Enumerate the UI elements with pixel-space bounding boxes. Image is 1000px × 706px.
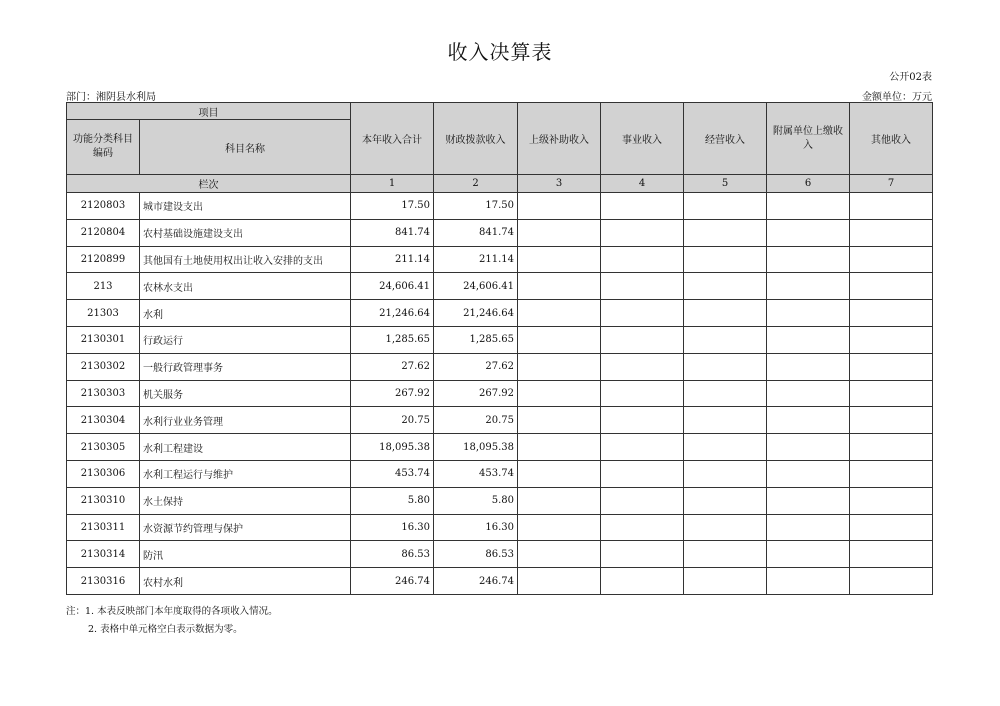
cell-affiliated — [767, 407, 850, 434]
cell-subject-name: 水资源节约管理与保护 — [140, 514, 351, 541]
cell-operating — [684, 541, 767, 568]
table-row — [67, 246, 933, 273]
table-row — [67, 380, 933, 407]
cell-affiliated — [767, 380, 850, 407]
cell-fiscal: 18,095.38 — [434, 434, 518, 461]
table-row — [67, 219, 933, 246]
cell-operating — [684, 434, 767, 461]
cell-affiliated — [767, 273, 850, 300]
cell-superior — [518, 273, 601, 300]
cell-affiliated — [767, 434, 850, 461]
table-row — [67, 434, 933, 461]
cell-code: 2130314 — [67, 541, 140, 568]
cell-subject-name: 水利 — [140, 300, 351, 327]
cell-total: 246.74 — [351, 568, 434, 595]
cell-business — [601, 219, 684, 246]
table-row — [67, 326, 933, 353]
cell-business — [601, 246, 684, 273]
cell-other — [850, 460, 933, 487]
cell-fiscal: 246.74 — [434, 568, 518, 595]
cell-code: 2130305 — [67, 434, 140, 461]
cell-operating — [684, 460, 767, 487]
cell-other — [850, 246, 933, 273]
cell-subject-name: 一般行政管理事务 — [140, 353, 351, 380]
cell-business — [601, 273, 684, 300]
cell-business — [601, 460, 684, 487]
cell-fiscal: 5.80 — [434, 487, 518, 514]
cell-operating — [684, 380, 767, 407]
column-number: 7 — [850, 175, 933, 193]
form-number: 公开02表 — [889, 72, 932, 83]
table-row — [67, 487, 933, 514]
cell-business — [601, 326, 684, 353]
cell-other — [850, 353, 933, 380]
cell-other — [850, 300, 933, 327]
cell-superior — [518, 541, 601, 568]
cell-business — [601, 568, 684, 595]
cell-other — [850, 193, 933, 220]
cell-operating — [684, 219, 767, 246]
note-2: 2. 表格中单元格空白表示数据为零。 — [88, 624, 243, 635]
cell-affiliated — [767, 460, 850, 487]
table-row — [67, 460, 933, 487]
cell-total: 16.30 — [351, 514, 434, 541]
cell-superior — [518, 219, 601, 246]
cell-superior — [518, 434, 601, 461]
cell-operating — [684, 514, 767, 541]
cell-total: 5.80 — [351, 487, 434, 514]
cell-business — [601, 353, 684, 380]
cell-fiscal: 267.92 — [434, 380, 518, 407]
cell-affiliated — [767, 246, 850, 273]
cell-business — [601, 514, 684, 541]
cell-superior — [518, 460, 601, 487]
cell-superior — [518, 514, 601, 541]
column-number: 2 — [434, 175, 518, 193]
header-operating: 经营收入 — [684, 103, 767, 175]
cell-subject-name: 农林水支出 — [140, 273, 351, 300]
cell-other — [850, 487, 933, 514]
cell-fiscal: 27.62 — [434, 353, 518, 380]
header-column-index: 栏次 — [67, 175, 351, 193]
cell-operating — [684, 246, 767, 273]
cell-code: 2130304 — [67, 407, 140, 434]
cell-code: 2120899 — [67, 246, 140, 273]
cell-fiscal: 17.50 — [434, 193, 518, 220]
cell-business — [601, 541, 684, 568]
table-body — [67, 193, 933, 595]
header-superior: 上级补助收入 — [518, 103, 601, 175]
header-other: 其他收入 — [850, 103, 933, 175]
column-number: 4 — [601, 175, 684, 193]
cell-code: 2130302 — [67, 353, 140, 380]
income-table — [66, 102, 933, 595]
cell-code: 2130316 — [67, 568, 140, 595]
cell-total: 86.53 — [351, 541, 434, 568]
report-title: 收入决算表 — [447, 40, 553, 64]
cell-subject-name: 行政运行 — [140, 326, 351, 353]
cell-other — [850, 514, 933, 541]
cell-total: 27.62 — [351, 353, 434, 380]
cell-operating — [684, 326, 767, 353]
cell-business — [601, 300, 684, 327]
cell-subject-name: 农村水利 — [140, 568, 351, 595]
cell-other — [850, 219, 933, 246]
table-row — [67, 273, 933, 300]
cell-fiscal: 1,285.65 — [434, 326, 518, 353]
cell-subject-name: 水利行业业务管理 — [140, 407, 351, 434]
cell-other — [850, 541, 933, 568]
cell-superior — [518, 246, 601, 273]
cell-total: 20.75 — [351, 407, 434, 434]
cell-code: 2120804 — [67, 219, 140, 246]
cell-superior — [518, 380, 601, 407]
column-number: 1 — [351, 175, 434, 193]
cell-fiscal: 86.53 — [434, 541, 518, 568]
cell-superior — [518, 193, 601, 220]
cell-total: 18,095.38 — [351, 434, 434, 461]
cell-subject-name: 其他国有土地使用权出让收入安排的支出 — [140, 246, 351, 273]
cell-superior — [518, 487, 601, 514]
cell-operating — [684, 568, 767, 595]
cell-other — [850, 407, 933, 434]
cell-fiscal: 24,606.41 — [434, 273, 518, 300]
cell-other — [850, 273, 933, 300]
cell-other — [850, 568, 933, 595]
cell-total: 267.92 — [351, 380, 434, 407]
cell-code: 213 — [67, 273, 140, 300]
table-row — [67, 514, 933, 541]
amount-unit-label: 金额单位：万元 — [862, 92, 932, 103]
cell-code: 2130310 — [67, 487, 140, 514]
column-number: 6 — [767, 175, 850, 193]
cell-affiliated — [767, 514, 850, 541]
cell-code: 2130306 — [67, 460, 140, 487]
header-fiscal: 财政拨款收入 — [434, 103, 518, 175]
cell-fiscal: 453.74 — [434, 460, 518, 487]
header-subject-name: 科目名称 — [140, 120, 351, 175]
cell-code: 2130303 — [67, 380, 140, 407]
cell-business — [601, 434, 684, 461]
cell-fiscal: 20.75 — [434, 407, 518, 434]
cell-superior — [518, 300, 601, 327]
cell-affiliated — [767, 193, 850, 220]
header-affiliated: 附属单位上缴收入 — [767, 103, 850, 175]
cell-business — [601, 380, 684, 407]
cell-fiscal: 841.74 — [434, 219, 518, 246]
table-row — [67, 193, 933, 220]
cell-superior — [518, 568, 601, 595]
header-item: 项目 — [67, 103, 351, 120]
cell-business — [601, 487, 684, 514]
cell-code: 2120803 — [67, 193, 140, 220]
cell-subject-name: 水利工程建设 — [140, 434, 351, 461]
cell-affiliated — [767, 326, 850, 353]
cell-code: 2130311 — [67, 514, 140, 541]
cell-superior — [518, 353, 601, 380]
table-row — [67, 407, 933, 434]
cell-other — [850, 326, 933, 353]
cell-total: 24,606.41 — [351, 273, 434, 300]
note-1: 注：1. 本表反映部门本年度取得的各项收入情况。 — [66, 606, 278, 617]
cell-operating — [684, 300, 767, 327]
header-func-code: 功能分类科目编码 — [67, 120, 140, 175]
cell-total: 841.74 — [351, 219, 434, 246]
cell-subject-name: 农村基础设施建设支出 — [140, 219, 351, 246]
cell-operating — [684, 407, 767, 434]
cell-code: 2130301 — [67, 326, 140, 353]
cell-affiliated — [767, 541, 850, 568]
cell-subject-name: 水利工程运行与维护 — [140, 460, 351, 487]
table-row — [67, 300, 933, 327]
cell-operating — [684, 193, 767, 220]
cell-affiliated — [767, 568, 850, 595]
table-row — [67, 541, 933, 568]
cell-other — [850, 434, 933, 461]
cell-operating — [684, 487, 767, 514]
cell-other — [850, 380, 933, 407]
department-label: 部门：湘阴县水利局 — [66, 92, 156, 103]
cell-subject-name: 防汛 — [140, 541, 351, 568]
cell-fiscal: 21,246.64 — [434, 300, 518, 327]
cell-fiscal: 211.14 — [434, 246, 518, 273]
cell-superior — [518, 407, 601, 434]
cell-total: 211.14 — [351, 246, 434, 273]
cell-code: 21303 — [67, 300, 140, 327]
cell-total: 17.50 — [351, 193, 434, 220]
cell-fiscal: 16.30 — [434, 514, 518, 541]
cell-affiliated — [767, 300, 850, 327]
cell-operating — [684, 273, 767, 300]
cell-operating — [684, 353, 767, 380]
column-number: 5 — [684, 175, 767, 193]
cell-total: 1,285.65 — [351, 326, 434, 353]
header-total: 本年收入合计 — [351, 103, 434, 175]
cell-business — [601, 193, 684, 220]
cell-total: 21,246.64 — [351, 300, 434, 327]
cell-affiliated — [767, 487, 850, 514]
cell-subject-name: 机关服务 — [140, 380, 351, 407]
column-number: 3 — [518, 175, 601, 193]
cell-business — [601, 407, 684, 434]
header-business: 事业收入 — [601, 103, 684, 175]
table-row — [67, 353, 933, 380]
cell-subject-name: 城市建设支出 — [140, 193, 351, 220]
table-row — [67, 568, 933, 595]
cell-affiliated — [767, 353, 850, 380]
cell-affiliated — [767, 219, 850, 246]
cell-subject-name: 水土保持 — [140, 487, 351, 514]
cell-total: 453.74 — [351, 460, 434, 487]
cell-superior — [518, 326, 601, 353]
